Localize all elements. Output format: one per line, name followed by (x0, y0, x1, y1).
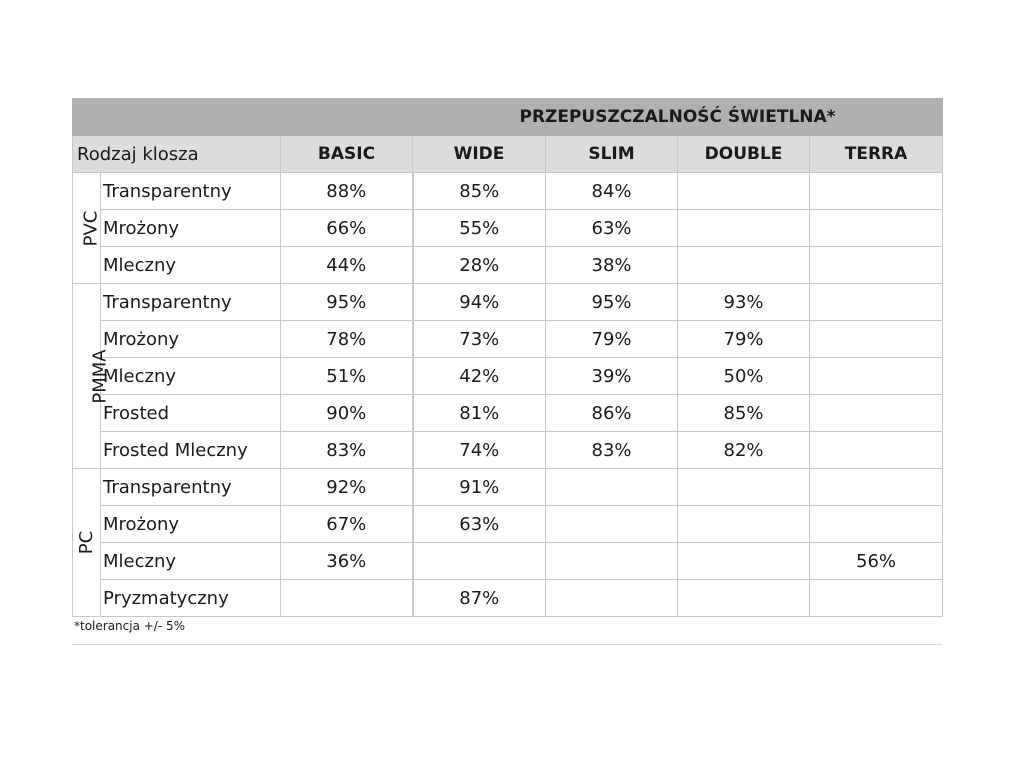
value-cell (678, 506, 810, 543)
value-cell: 95% (281, 284, 413, 321)
table-row (73, 580, 943, 617)
value-cell (810, 173, 943, 210)
value-cell (281, 580, 413, 617)
material-group-label (73, 173, 101, 284)
value-cell (810, 469, 943, 506)
value-cell: 56% (810, 543, 943, 580)
table-row (73, 395, 943, 432)
value-cell (678, 247, 810, 284)
column-header-terra: TERRA (810, 136, 943, 173)
row-label: Transparentny (101, 284, 281, 321)
value-cell: 36% (281, 543, 413, 580)
value-cell (810, 580, 943, 617)
value-cell: 73% (413, 321, 546, 358)
material-group-text: PMMA (89, 348, 111, 404)
value-cell: 63% (546, 210, 678, 247)
rodzaj-klosza-header: Rodzaj klosza (73, 136, 281, 173)
footnote: *tolerancja +/- 5% (72, 617, 942, 645)
value-cell: 50% (678, 358, 810, 395)
value-cell: 88% (281, 173, 413, 210)
value-cell: 93% (678, 284, 810, 321)
value-cell: 38% (546, 247, 678, 284)
value-cell (810, 395, 943, 432)
value-cell (546, 506, 678, 543)
value-cell: 74% (413, 432, 546, 469)
value-cell: 28% (413, 247, 546, 284)
value-cell (546, 580, 678, 617)
value-cell: 85% (678, 395, 810, 432)
value-cell: 82% (678, 432, 810, 469)
value-cell: 78% (281, 321, 413, 358)
value-cell: 94% (413, 284, 546, 321)
column-header-wide: WIDE (413, 136, 546, 173)
value-cell (678, 210, 810, 247)
table-body (73, 173, 943, 617)
table-row (73, 284, 943, 321)
table-row (73, 506, 943, 543)
table-row (73, 469, 943, 506)
value-cell: 92% (281, 469, 413, 506)
value-cell (810, 210, 943, 247)
row-label: Mrożony (101, 210, 281, 247)
value-cell: 79% (678, 321, 810, 358)
value-cell (810, 284, 943, 321)
value-cell (810, 247, 943, 284)
title-spacer (73, 99, 413, 136)
value-cell: 39% (546, 358, 678, 395)
table-row (73, 173, 943, 210)
value-cell: 66% (281, 210, 413, 247)
value-cell: 55% (413, 210, 546, 247)
transmittance-table-container (72, 98, 942, 645)
title-row (73, 99, 943, 136)
row-label: Transparentny (101, 173, 281, 210)
value-cell (810, 506, 943, 543)
material-group-label (73, 469, 101, 617)
column-header-basic: BASIC (281, 136, 413, 173)
material-group-label (73, 284, 111, 469)
material-group-text: PVC (80, 210, 102, 246)
value-cell: 86% (546, 395, 678, 432)
value-cell: 63% (413, 506, 546, 543)
row-label: Frosted (101, 395, 281, 432)
value-cell: 84% (546, 173, 678, 210)
header-row (73, 136, 943, 173)
transmittance-table (72, 98, 943, 617)
row-label: Pryzmatyczny (101, 580, 281, 617)
value-cell: 79% (546, 321, 678, 358)
row-label: Mrożony (101, 506, 281, 543)
table-row (73, 321, 943, 358)
value-cell: 83% (546, 432, 678, 469)
value-cell (678, 469, 810, 506)
table-row (73, 210, 943, 247)
value-cell (678, 580, 810, 617)
table-row (73, 543, 943, 580)
table-row (73, 432, 943, 469)
row-label: Mleczny (101, 247, 281, 284)
value-cell (810, 432, 943, 469)
row-label: Mleczny (101, 543, 281, 580)
value-cell: 51% (281, 358, 413, 395)
value-cell: 67% (281, 506, 413, 543)
value-cell: 90% (281, 395, 413, 432)
column-header-double: DOUBLE (678, 136, 810, 173)
value-cell: 81% (413, 395, 546, 432)
value-cell (810, 358, 943, 395)
material-group-text: PC (76, 530, 97, 555)
row-label: Mleczny (101, 358, 281, 395)
table-row (73, 247, 943, 284)
value-cell (546, 543, 678, 580)
value-cell: 87% (413, 580, 546, 617)
row-label: Mrożony (101, 321, 281, 358)
value-cell: 83% (281, 432, 413, 469)
value-cell (678, 173, 810, 210)
table-row (73, 358, 943, 395)
value-cell: 91% (413, 469, 546, 506)
value-cell: 42% (413, 358, 546, 395)
value-cell: 85% (413, 173, 546, 210)
row-label: Frosted Mleczny (101, 432, 281, 469)
column-header-slim: SLIM (546, 136, 678, 173)
value-cell: 44% (281, 247, 413, 284)
table-title: PRZEPUSZCZALNOŚĆ ŚWIETLNA* (413, 99, 943, 136)
value-cell (413, 543, 546, 580)
value-cell: 95% (546, 284, 678, 321)
value-cell (810, 321, 943, 358)
value-cell (546, 469, 678, 506)
row-label: Transparentny (101, 469, 281, 506)
value-cell (678, 543, 810, 580)
